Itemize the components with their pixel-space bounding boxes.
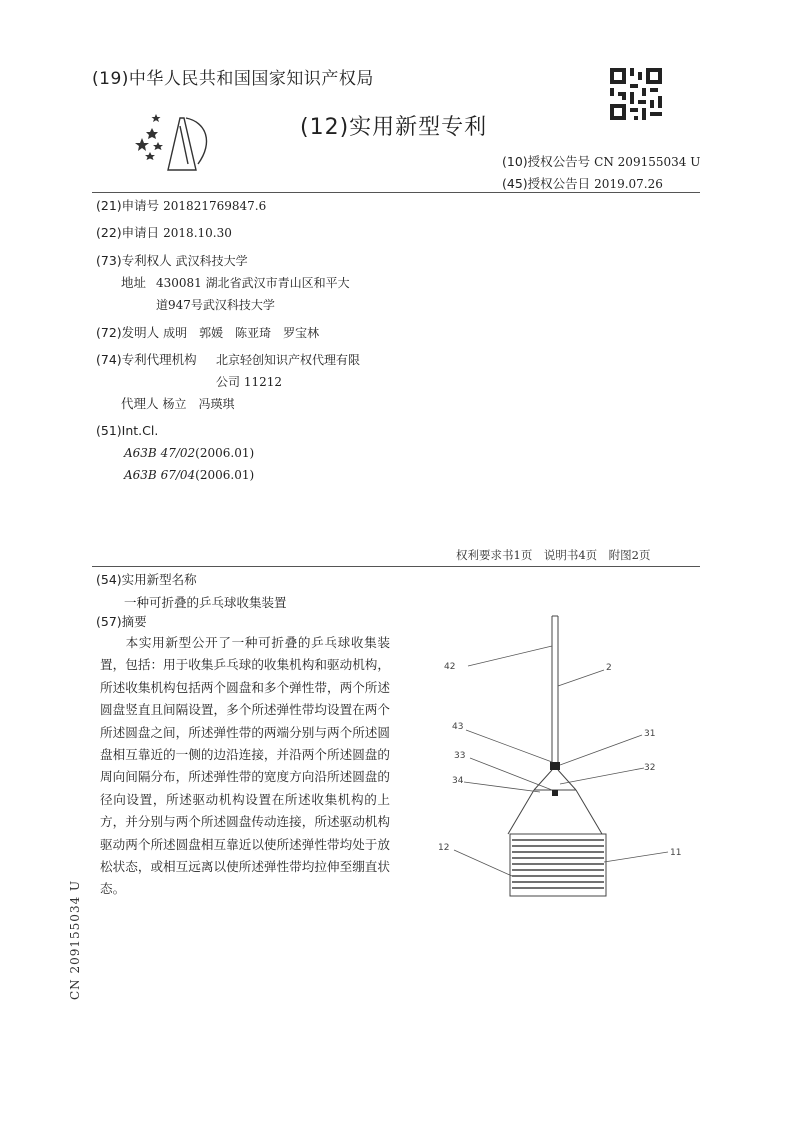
- abstract-body: 本实用新型公开了一种可折叠的乒乓球收集装置，包括：用于收集乒乓球的收集机构和驱动机构，所述收集机构包括两个圆盘和多个弹性带，两个所述圆盘竖直且间隔设置，多个所述弹性带均设置在两个所述圆盘之间，所述弹性带的两端分别与两个所述圆盘相互靠近的一侧的边沿连接，并沿两个所述圆盘的周向间隔分布，所述弹性带的宽度方向沿所述圆盘的径向设置，所述驱动机构设置在所述收集机构的上方，并分别与两个所述圆盘传动连接，所述驱动机构驱动两个所述圆盘相互靠近以使所述弹性带均处于放松状态，或相互远离以使所述弹性带均拉伸至绷直状态。: [100, 635, 390, 897]
- label-12: 12: [438, 843, 450, 853]
- header-divider: [92, 192, 700, 193]
- inventors: 成明 郭媛 陈亚琦 罗宝林: [163, 326, 320, 340]
- patentee: 武汉科技大学: [175, 254, 248, 268]
- agents: 杨立 冯瑛琪: [162, 397, 235, 411]
- patentee-row: [96, 251, 248, 271]
- office-name: (19)中华人民共和国国家知识产权局: [92, 69, 374, 89]
- address-line-2: [156, 295, 275, 315]
- agency-line-1: [216, 350, 360, 370]
- intcl-entry: [124, 465, 254, 485]
- label-33: 33: [454, 751, 466, 761]
- intcl-label: (51)Int.Cl.: [96, 423, 159, 438]
- intcl-version: (2006.01): [195, 446, 255, 460]
- label-32: 32: [644, 763, 656, 773]
- cnipa-emblem-logo: [128, 108, 218, 174]
- label-42: 42: [444, 662, 456, 672]
- label-43: 43: [452, 722, 464, 732]
- patentee-label: (73)专利权人: [96, 253, 172, 268]
- application-number: 201821769847.6: [163, 199, 267, 213]
- agent-row: [121, 394, 235, 414]
- application-date-row: [96, 223, 232, 243]
- label-2: 2: [606, 663, 612, 673]
- publication-date-label: (45)授权公告日: [502, 176, 591, 191]
- address-text-2: 道947号武汉科技大学: [156, 298, 275, 312]
- publication-date-row: [502, 174, 663, 192]
- abstract-label: (57)摘要: [96, 614, 147, 629]
- utility-model-title-label: (54)实用新型名称: [96, 572, 197, 587]
- agent-label: 代理人: [121, 396, 159, 411]
- abstract-text: [100, 632, 390, 901]
- device-drawing: [428, 610, 698, 910]
- document-type-title: (12)实用新型专利: [300, 115, 488, 140]
- intcl-code: A63B 47/02: [124, 446, 196, 460]
- label-11: 11: [670, 848, 682, 858]
- agency-text-2: 公司 11212: [216, 375, 282, 389]
- label-31: 31: [644, 729, 656, 739]
- application-number-row: [96, 196, 266, 216]
- publication-number-label: (10)授权公告号: [502, 154, 591, 169]
- intcl-entry: [124, 443, 254, 463]
- application-date-label: (22)申请日: [96, 225, 160, 240]
- agency-line-2: [216, 372, 282, 392]
- intcl-code: A63B 67/04: [124, 468, 196, 482]
- application-date: 2018.10.30: [163, 226, 232, 240]
- qr-code-icon: [610, 68, 662, 120]
- side-publication-code: CN 209155034 U: [68, 879, 82, 1000]
- publication-date: 2019.07.26: [594, 177, 663, 191]
- agency-text-1: 北京轻创知识产权代理有限: [216, 353, 361, 367]
- publication-number: CN 209155034 U: [594, 155, 701, 169]
- inventors-row: [96, 323, 319, 343]
- inventors-label: (72)发明人: [96, 325, 160, 340]
- intcl-version: (2006.01): [195, 468, 255, 482]
- publication-number-row: [502, 152, 700, 170]
- connector-block: [552, 790, 558, 796]
- address-text-1: 430081 湖北省武汉市青山区和平大: [156, 276, 350, 290]
- label-34: 34: [452, 776, 464, 786]
- drive-block: [550, 762, 560, 770]
- application-number-label: (21)申请号: [96, 198, 160, 213]
- address-line-1: [156, 273, 350, 293]
- section-divider: [92, 566, 700, 567]
- page-count-info: 权利要求书1页 说明书4页 附图2页: [456, 548, 651, 562]
- utility-model-title: 一种可折叠的乒乓球收集装置: [124, 595, 287, 610]
- agency-label: (74)专利代理机构: [96, 352, 197, 367]
- address-label: 地址: [121, 275, 147, 290]
